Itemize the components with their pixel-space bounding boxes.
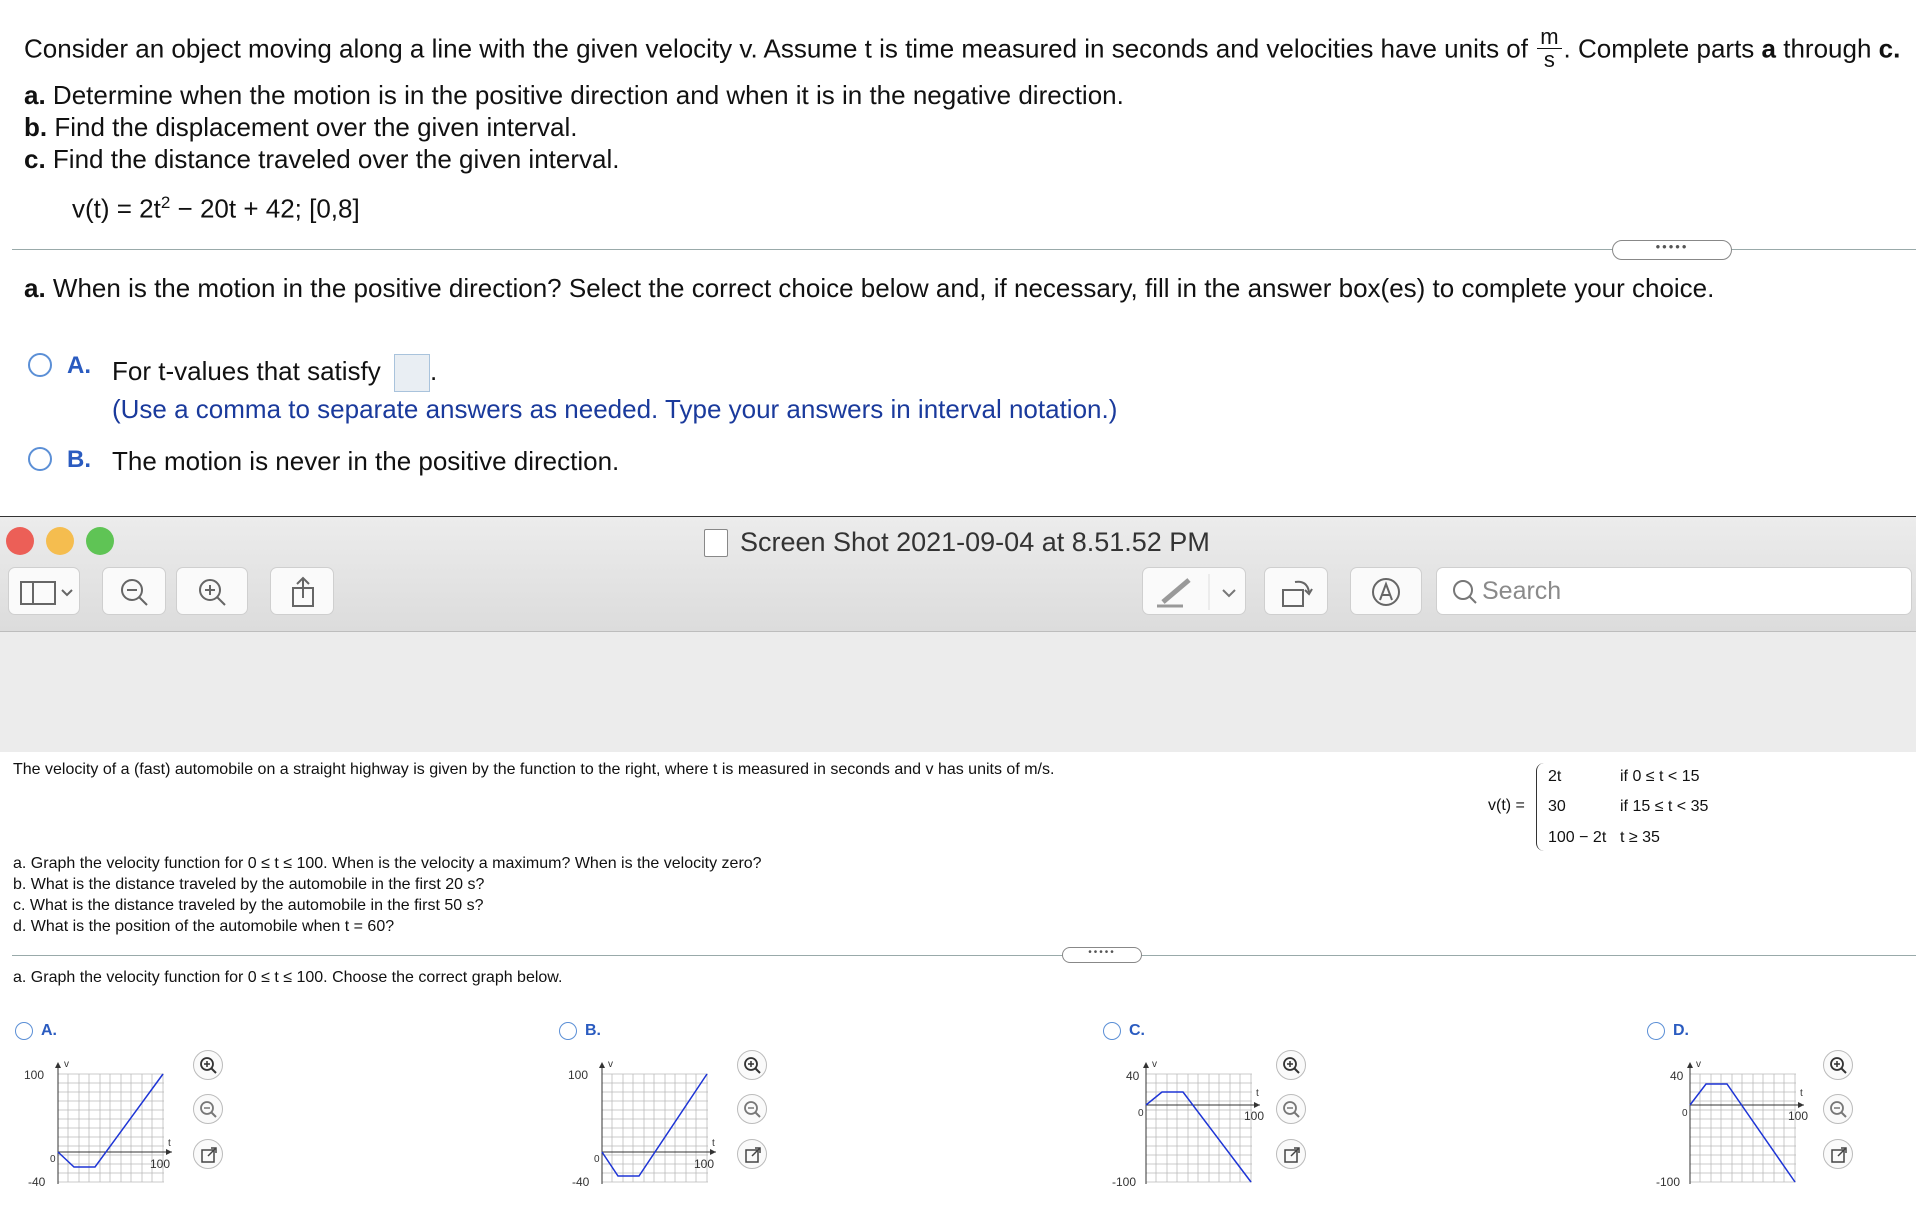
search-placeholder: Search (1482, 577, 1562, 605)
origin-label: 0 (1682, 1108, 1688, 1119)
piecewise-lhs: v(t) = (1488, 797, 1525, 814)
problem-prompt (24, 24, 1901, 73)
xmax-label: 100 (1244, 1109, 1265, 1123)
part-item (24, 143, 1124, 175)
external-link-icon (1277, 1140, 1307, 1170)
part-item (24, 111, 1124, 143)
prompt-through: through (1783, 33, 1872, 64)
question-item: b. What is the distance traveled by the automobile in the first 20 s? (13, 876, 485, 893)
choice-a-label: For t-values that satisfy (112, 355, 381, 386)
origin-label: 0 (594, 1154, 600, 1165)
ymin-label: -100 (1112, 1175, 1137, 1189)
sidebar-icon (9, 568, 81, 616)
part-text: Find the distance traveled over the given interval. (52, 144, 620, 174)
markup-toolbar-button[interactable] (1350, 567, 1422, 615)
graph-d-popout-button[interactable] (1823, 1139, 1853, 1169)
graph-b-zoom-in-button[interactable] (737, 1050, 767, 1080)
part-label: a. (24, 80, 46, 110)
zoom-out-button[interactable] (102, 567, 166, 615)
axis-arrow (166, 1149, 172, 1155)
part-label: b. (24, 112, 48, 142)
v-axis-label: v (608, 1059, 613, 1070)
graph-c-zoom-out-button[interactable] (1276, 1094, 1306, 1124)
question-text: When is the motion in the positive direction? Select the correct choice below and, if necessary, fill in the answer box(es) to complete your choice. (52, 273, 1715, 303)
xmax-label: 100 (694, 1157, 715, 1171)
ymax-label: 40 (1126, 1069, 1140, 1083)
t-axis-label: t (168, 1138, 171, 1149)
xmax-label: 100 (150, 1157, 171, 1171)
graph-option-d[interactable] (1650, 1050, 1810, 1190)
piecewise-brace (1536, 763, 1548, 851)
answer-hint: (Use a comma to separate answers as needed. Type your answers in interval notation.) (112, 394, 1118, 424)
graph-a-zoom-in-button[interactable] (193, 1050, 223, 1080)
unit-denominator: s (1543, 47, 1555, 72)
axis-arrow (55, 1062, 61, 1068)
option-d-letter: D. (1673, 1022, 1689, 1039)
search-icon (1443, 568, 1483, 616)
piece-cond: if 0 ≤ t < 15 (1620, 768, 1700, 785)
graph-option-a[interactable] (18, 1050, 178, 1190)
zoom-out-icon (1824, 1095, 1854, 1125)
velocity-curve (602, 1074, 707, 1176)
pen-icon (1143, 568, 1247, 616)
markup-icon (1351, 568, 1423, 616)
graph-b-zoom-out-button[interactable] (737, 1094, 767, 1124)
choice-b-text: The motion is never in the positive direction. (112, 446, 620, 476)
axis-arrow (1798, 1102, 1804, 1108)
graph-a-popout-button[interactable] (193, 1139, 223, 1169)
external-link-icon (738, 1140, 768, 1170)
ymax-label: 100 (568, 1068, 589, 1082)
zoom-out-icon (194, 1095, 224, 1125)
preview-canvas-margin (0, 632, 1916, 752)
axis-arrow (710, 1149, 716, 1155)
graph-grid (1146, 1074, 1252, 1182)
graph-c-popout-button[interactable] (1276, 1139, 1306, 1169)
markup-pen-button[interactable] (1142, 567, 1246, 615)
part-text: Determine when the motion is in the positive direction and when it is in the negative direction. (52, 80, 1124, 110)
prompt-part-a: a (1761, 33, 1776, 64)
question-item: a. Graph the velocity function for 0 ≤ t ≤ 100. When is the velocity a maximum? When is the velocity zero? (13, 855, 762, 872)
formula-rhs: − 20t + 42; [0,8] (170, 193, 360, 224)
piece-expr: 30 (1548, 798, 1566, 815)
option-a-letter: A. (41, 1022, 57, 1039)
option-c-radio[interactable] (1103, 1022, 1121, 1040)
t-axis-label: t (712, 1138, 715, 1149)
zoom-in-icon (1824, 1051, 1854, 1081)
zoom-in-icon (1277, 1051, 1307, 1081)
axis-arrow (1687, 1062, 1693, 1068)
option-b-radio[interactable] (559, 1022, 577, 1040)
xmax-label: 100 (1788, 1109, 1809, 1123)
answer-input-box[interactable] (394, 354, 430, 392)
t-axis-label: t (1256, 1088, 1259, 1099)
graph-option-b[interactable] (562, 1050, 722, 1190)
external-link-icon (194, 1140, 224, 1170)
zoom-in-icon (177, 568, 249, 616)
piece-cond: if 15 ≤ t < 35 (1620, 798, 1709, 815)
ymin-label: -100 (1656, 1175, 1681, 1189)
graph-grid (602, 1074, 708, 1182)
share-icon (271, 568, 335, 616)
external-link-icon (1824, 1140, 1854, 1170)
graph-a-zoom-out-button[interactable] (193, 1094, 223, 1124)
problem2-intro: The velocity of a (fast) automobile on a straight highway is given by the function to the right, where t is measured in seconds and v has units of m/s. (13, 761, 1055, 778)
axis-arrow (1254, 1102, 1260, 1108)
t-axis-label: t (1800, 1088, 1803, 1099)
zoom-window-button[interactable] (86, 527, 114, 555)
expand-more-button[interactable]: ••••• (1612, 240, 1732, 260)
axis-arrow (1143, 1062, 1149, 1068)
ymin-label: -40 (28, 1175, 46, 1189)
prompt-text: Consider an object moving along a line with the given velocity v. Assume t is time measured in seconds and velocities have units of (24, 33, 1528, 64)
prompt-part-c: c. (1878, 33, 1901, 64)
graph-grid (1690, 1074, 1796, 1182)
ymax-label: 100 (24, 1068, 45, 1082)
close-window-button[interactable] (6, 527, 34, 555)
rotate-button[interactable] (1264, 567, 1328, 615)
problem-1-panel (0, 0, 1916, 515)
document-icon (704, 529, 728, 557)
choice-a-suffix: . (430, 355, 438, 386)
choice-a-text (112, 354, 437, 392)
unit-numerator: m (1537, 26, 1561, 49)
origin-label: 0 (1138, 1108, 1144, 1119)
sidebar-toggle-button[interactable] (8, 567, 80, 615)
graph-d-zoom-out-button[interactable] (1823, 1094, 1853, 1124)
v-axis-label: v (64, 1059, 69, 1070)
units-fraction (1537, 26, 1561, 71)
v-axis-label: v (1152, 1059, 1157, 1070)
zoom-out-icon (1277, 1095, 1307, 1125)
axis-arrow (599, 1062, 605, 1068)
formula-exponent: 2 (160, 193, 171, 212)
divider (12, 955, 1916, 956)
ymax-label: 40 (1670, 1069, 1684, 1083)
choice-a-radio[interactable] (28, 353, 52, 377)
graph-option-c[interactable] (1106, 1050, 1266, 1190)
question-item: d. What is the position of the automobile when t = 60? (13, 918, 395, 935)
question-a (24, 273, 1714, 304)
option-c-letter: C. (1129, 1022, 1145, 1039)
graph-grid (58, 1074, 164, 1182)
zoom-in-icon (194, 1051, 224, 1081)
formula-lhs: v(t) = 2t (72, 193, 161, 224)
velocity-curve (58, 1074, 163, 1167)
question-item: c. What is the distance traveled by the automobile in the first 50 s? (13, 897, 484, 914)
zoom-out-icon (103, 568, 167, 616)
piece-cond: t ≥ 35 (1620, 829, 1660, 846)
option-b-letter: B. (585, 1022, 601, 1039)
graph-b-popout-button[interactable] (737, 1139, 767, 1169)
part-label: c. (24, 144, 46, 174)
problem-parts (24, 79, 1124, 175)
question-label: a. (24, 273, 46, 303)
piece-expr: 100 − 2t (1548, 829, 1607, 846)
problem-2-panel (0, 752, 1916, 1228)
share-button[interactable] (270, 567, 334, 615)
window-title: Screen Shot 2021-09-04 at 8.51.52 PM (740, 527, 1210, 557)
zoom-in-icon (738, 1051, 768, 1081)
choice-b-radio[interactable] (28, 447, 52, 471)
part-text: Find the displacement over the given interval. (54, 112, 578, 142)
minimize-window-button[interactable] (46, 527, 74, 555)
prompt-text-after: . Complete parts (1563, 33, 1755, 64)
option-a-radio[interactable] (15, 1022, 33, 1040)
velocity-formula (72, 193, 360, 225)
graph-c-zoom-in-button[interactable] (1276, 1050, 1306, 1080)
graph-d-zoom-in-button[interactable] (1823, 1050, 1853, 1080)
zoom-in-button[interactable] (176, 567, 248, 615)
velocity-curve (1690, 1084, 1795, 1182)
zoom-out-icon (738, 1095, 768, 1125)
origin-label: 0 (50, 1154, 56, 1165)
expand-more-button[interactable]: ••••• (1062, 947, 1142, 963)
rotate-icon (1265, 568, 1329, 616)
choice-b-letter: B. (67, 446, 91, 473)
part-item (24, 79, 1124, 111)
ymin-label: -40 (572, 1175, 590, 1189)
choice-a-letter: A. (67, 352, 91, 379)
graph-prompt: a. Graph the velocity function for 0 ≤ t ≤ 100. Choose the correct graph below. (13, 969, 563, 986)
piece-expr: 2t (1548, 768, 1562, 785)
v-axis-label: v (1696, 1059, 1701, 1070)
option-d-radio[interactable] (1647, 1022, 1665, 1040)
